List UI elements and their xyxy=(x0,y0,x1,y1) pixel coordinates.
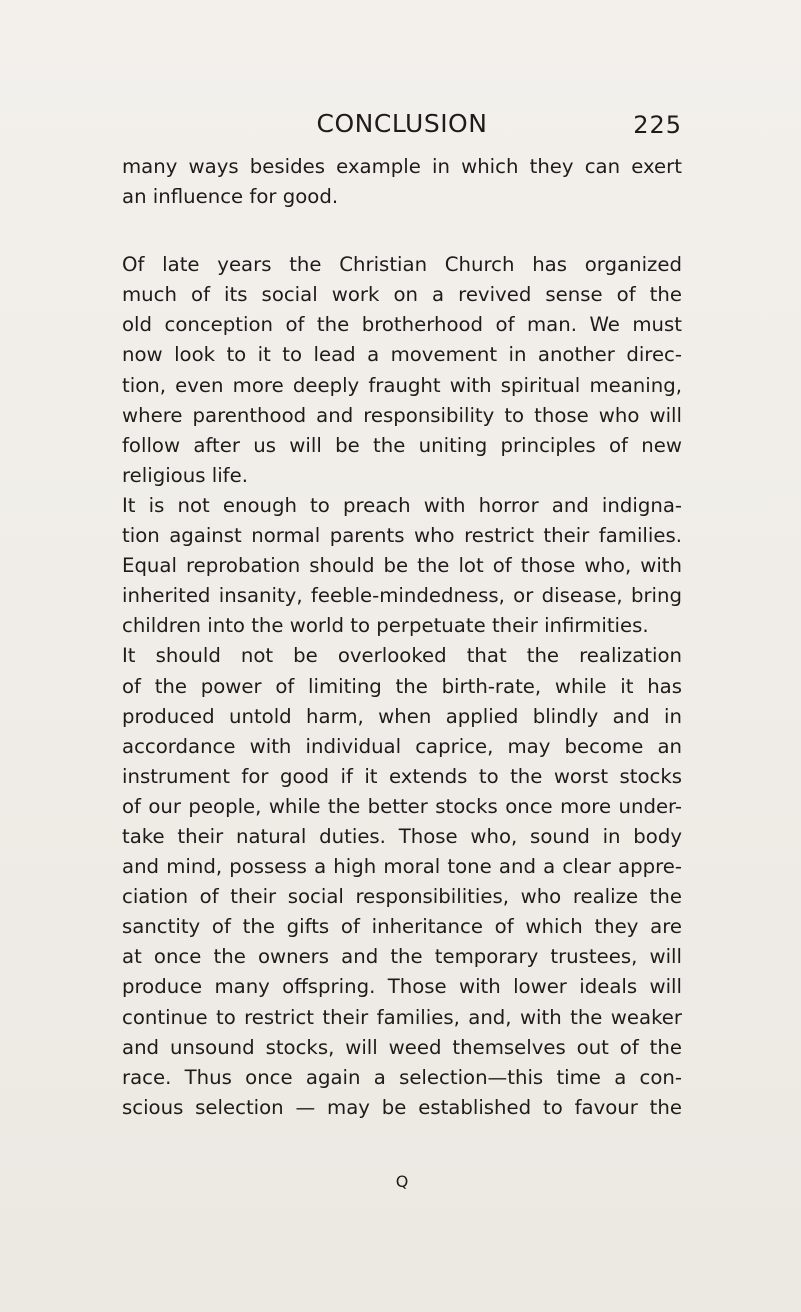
text-line: and mind, possess a high moral tone and a clear appre- xyxy=(122,855,682,879)
text-line: an influence for good. xyxy=(122,185,339,209)
text-line: religious life. xyxy=(122,463,248,487)
text-line: produced untold harm, when applied blindly and in xyxy=(122,704,682,728)
paragraph xyxy=(122,152,682,212)
text-line: scious selection — may be established to favour the xyxy=(122,1095,682,1119)
text-line: tion against normal parents who restrict their families. xyxy=(122,524,682,548)
text-line: It should not be overlooked that the realization xyxy=(122,644,682,668)
text-line: inherited insanity, feeble-mindedness, or disease, bring xyxy=(122,584,682,608)
running-head: CONCLUSION xyxy=(316,109,488,138)
text-line: and unsound stocks, will weed themselves out of the xyxy=(122,1035,682,1059)
text-line: Of late years the Christian Church has organized xyxy=(122,253,682,277)
text-line: much of its social work on a revived sense of the xyxy=(122,283,682,307)
paragraph xyxy=(122,641,682,1123)
text-line: take their natural duties. Those who, sound in body xyxy=(122,824,682,848)
text-line: at once the owners and the temporary trustees, will xyxy=(122,945,682,969)
text-line: sanctity of the gifts of inheritance of which they are xyxy=(122,915,682,939)
text-line: accordance with individual caprice, may become an xyxy=(122,734,682,758)
signature-mark xyxy=(122,1170,682,1194)
text-line: follow after us will be the uniting principles of new xyxy=(122,433,682,457)
text-line: continue to restrict their families, and, with the weaker xyxy=(122,1005,682,1029)
text-line: ciation of their social responsibilities, who realize the xyxy=(122,885,682,909)
text-line: old conception of the brotherhood of man. We must xyxy=(122,313,682,337)
text-line: produce many offspring. Those with lower ideals will xyxy=(122,975,682,999)
text-line: race. Thus once again a selection—this time a con- xyxy=(122,1065,682,1089)
text-line: instrument for good if it extends to the worst stocks xyxy=(122,764,682,788)
paragraph-gap xyxy=(122,212,682,250)
paragraph xyxy=(122,491,682,641)
text-line: many ways besides example in which they can exert xyxy=(122,155,682,178)
page-number: 225 xyxy=(633,111,682,139)
text-line: now look to it to lead a movement in another direc- xyxy=(122,343,682,367)
text-line: where parenthood and responsibility to those who will xyxy=(122,403,682,427)
text-line: of the power of limiting the birth-rate, while it has xyxy=(122,674,682,698)
body-text xyxy=(122,152,682,1123)
paragraph xyxy=(122,250,682,491)
text-line: children into the world to perpetuate their infirmities. xyxy=(122,614,649,638)
text-line: It is not enough to preach with horror and indigna- xyxy=(122,493,682,517)
text-line: tion, even more deeply fraught with spiritual meaning, xyxy=(122,373,682,397)
text-line: Equal reprobation should be the lot of those who, with xyxy=(122,554,682,578)
page-header xyxy=(122,104,682,144)
text-line: of our people, while the better stocks once more under- xyxy=(122,794,682,818)
signature-letter: Q xyxy=(395,1172,409,1191)
